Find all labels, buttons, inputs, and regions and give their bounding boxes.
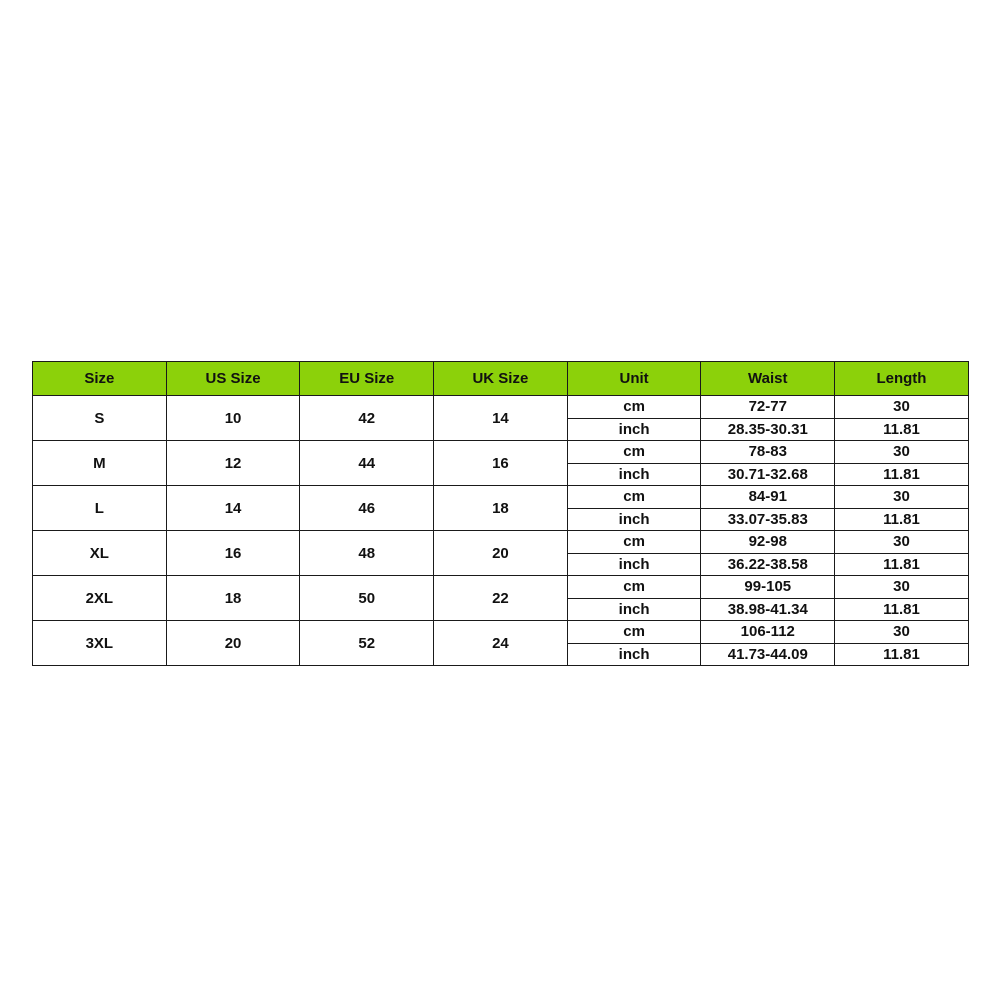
- cell-length: 11.81: [835, 508, 969, 531]
- cell-waist: 72-77: [701, 396, 835, 419]
- cell-size: XL: [33, 531, 167, 576]
- cell-us-size: 16: [166, 531, 300, 576]
- cell-us-size: 20: [166, 621, 300, 666]
- cell-waist: 30.71-32.68: [701, 463, 835, 486]
- cell-unit: cm: [567, 396, 701, 419]
- cell-eu-size: 52: [300, 621, 434, 666]
- table-header: [33, 362, 969, 396]
- cell-size: L: [33, 486, 167, 531]
- cell-waist: 36.22-38.58: [701, 553, 835, 576]
- cell-size: 3XL: [33, 621, 167, 666]
- cell-us-size: 10: [166, 396, 300, 441]
- cell-waist: 92-98: [701, 531, 835, 554]
- cell-eu-size: 46: [300, 486, 434, 531]
- table-body: [33, 396, 969, 666]
- cell-unit: cm: [567, 576, 701, 599]
- cell-length: 30: [835, 441, 969, 464]
- size-chart-table: [32, 361, 969, 666]
- cell-length: 11.81: [835, 598, 969, 621]
- cell-size: S: [33, 396, 167, 441]
- table-row: [33, 621, 969, 644]
- cell-length: 30: [835, 396, 969, 419]
- header-row: [33, 362, 969, 396]
- header-size: Size: [33, 362, 167, 396]
- cell-waist: 33.07-35.83: [701, 508, 835, 531]
- cell-size: M: [33, 441, 167, 486]
- header-eu-size: EU Size: [300, 362, 434, 396]
- table-row: [33, 531, 969, 554]
- cell-uk-size: 24: [434, 621, 568, 666]
- cell-length: 11.81: [835, 418, 969, 441]
- header-unit: Unit: [567, 362, 701, 396]
- cell-unit: inch: [567, 643, 701, 666]
- cell-unit: cm: [567, 531, 701, 554]
- cell-waist: 78-83: [701, 441, 835, 464]
- cell-waist: 41.73-44.09: [701, 643, 835, 666]
- cell-uk-size: 16: [434, 441, 568, 486]
- header-uk-size: UK Size: [434, 362, 568, 396]
- cell-unit: inch: [567, 418, 701, 441]
- cell-uk-size: 14: [434, 396, 568, 441]
- cell-unit: inch: [567, 463, 701, 486]
- cell-eu-size: 42: [300, 396, 434, 441]
- cell-eu-size: 44: [300, 441, 434, 486]
- cell-length: 11.81: [835, 463, 969, 486]
- cell-waist: 38.98-41.34: [701, 598, 835, 621]
- cell-length: 11.81: [835, 553, 969, 576]
- cell-uk-size: 22: [434, 576, 568, 621]
- cell-unit: cm: [567, 441, 701, 464]
- cell-uk-size: 20: [434, 531, 568, 576]
- cell-length: 30: [835, 576, 969, 599]
- cell-unit: cm: [567, 621, 701, 644]
- cell-us-size: 18: [166, 576, 300, 621]
- cell-uk-size: 18: [434, 486, 568, 531]
- cell-unit: inch: [567, 598, 701, 621]
- cell-waist: 84-91: [701, 486, 835, 509]
- cell-waist: 106-112: [701, 621, 835, 644]
- cell-unit: cm: [567, 486, 701, 509]
- header-waist: Waist: [701, 362, 835, 396]
- table-row: [33, 441, 969, 464]
- cell-eu-size: 48: [300, 531, 434, 576]
- cell-length: 30: [835, 621, 969, 644]
- table-row: [33, 396, 969, 419]
- table-row: [33, 486, 969, 509]
- cell-eu-size: 50: [300, 576, 434, 621]
- cell-length: 30: [835, 531, 969, 554]
- cell-us-size: 12: [166, 441, 300, 486]
- cell-length: 11.81: [835, 643, 969, 666]
- table-row: [33, 576, 969, 599]
- cell-waist: 28.35-30.31: [701, 418, 835, 441]
- cell-unit: inch: [567, 553, 701, 576]
- cell-unit: inch: [567, 508, 701, 531]
- cell-size: 2XL: [33, 576, 167, 621]
- cell-length: 30: [835, 486, 969, 509]
- cell-waist: 99-105: [701, 576, 835, 599]
- header-us-size: US Size: [166, 362, 300, 396]
- header-length: Length: [835, 362, 969, 396]
- cell-us-size: 14: [166, 486, 300, 531]
